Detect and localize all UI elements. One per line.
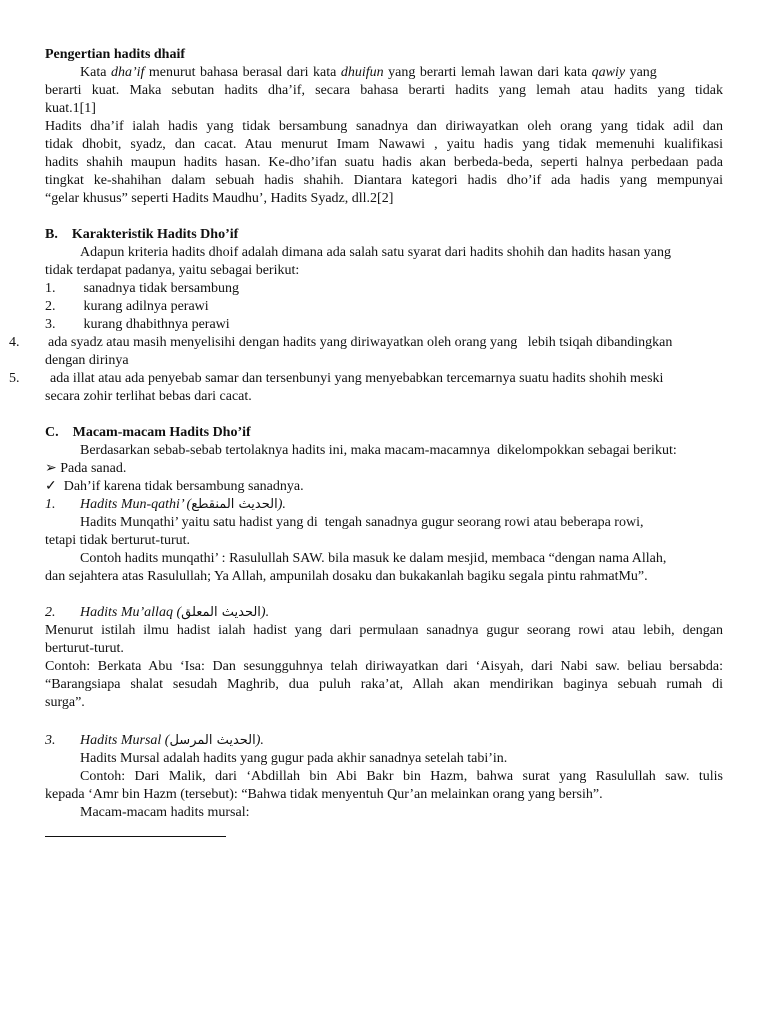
mursal-line-3: kepada ‘Amr bin Hazm (tersebut): “Bahwa tidak menyentuh Qur’an melainkan orang yang bersih”.: [45, 787, 603, 802]
text-run: ).: [255, 733, 264, 748]
muallaq-line-3: Contoh: Berkata Abu ‘Isa: Dan sesungguhnya telah diriwayatkan dari ‘Aisyah, dari Nabi saw. beliau bersabda:: [45, 659, 723, 674]
italic-term: qawiy: [591, 65, 626, 80]
arabic-term: الحديث المرسل: [169, 733, 256, 748]
arabic-term: الحديث المنقطع: [191, 497, 278, 512]
criteria-item-4-text: ada syadz atau masih menyelisihi dengan hadits yang diriwayatkan oleh orang yang lebih tsiqah dibandingkan: [48, 335, 673, 350]
text-run: 1. Hadits Mun-qathi’ (: [45, 497, 192, 512]
criteria-item-4-number: 4.: [9, 335, 20, 350]
text-run: ).: [260, 605, 270, 620]
munqathi-line-2: tetapi tidak berturut-turut.: [45, 533, 191, 548]
muallaq-line-4: “Barangsiapa shalat sesudah Maghrib, dua puluh raka’at, Allah akan mendirikan baginya sebuah rumah di: [45, 677, 723, 692]
criteria-item-4-cont: dengan dirinya: [45, 353, 129, 368]
section-c-heading: C. Macam-macam Hadits Dho’if: [45, 425, 251, 440]
hadits-munqathi-heading: [45, 496, 723, 514]
criteria-item-5-cont: secara zohir terlihat bebas dari cacat.: [45, 389, 252, 404]
mursal-line-1: Hadits Mursal adalah hadits yang gugur pada akhir sanadnya setelah tabi’in.: [80, 751, 508, 766]
criteria-item-2: 2. kurang adilnya perawi: [45, 299, 209, 314]
criteria-item-1: 1. sanadnya tidak bersambung: [45, 281, 240, 296]
definition-line-3: hadits shahih maupun hadits hasan. Ke-dho’ifan suatu hadis akan berbeda-beda, seperti halnya perbedaan pada: [45, 155, 723, 170]
munqathi-line-4: dan sejahtera atas Rasulullah; Ya Allah, ampunilah dosaku dan bukakanlah bagiku segala pintu rahmatMu”.: [45, 569, 648, 584]
section-c-line-1: Berdasarkan sebab-sebab tertolaknya hadits ini, maka macam-macamnya dikelompokkan sebagai berikut:: [80, 443, 677, 458]
text-run: 2. Hadits Mu’allaq (: [45, 605, 182, 620]
bullet-pada-sanad: ➢ Pada sanad.: [45, 461, 127, 476]
definition-line-4: tingkat ke-shahihan dalam sebuah hadis shahih. Diantara kategori hadis dho’if ada hadis yang mempunyai: [45, 173, 723, 188]
intro-line-3: kuat.1[1]: [45, 101, 96, 116]
criteria-item-3: 3. kurang dhabithnya perawi: [45, 317, 230, 332]
arabic-term: الحديث المعلق: [181, 605, 261, 620]
intro-line-1: [45, 64, 723, 82]
text-run: ).: [277, 497, 286, 512]
footnote-separator: [45, 836, 226, 837]
check-dhaif-sanad: ✓ Dah’if karena tidak bersambung sanadnya.: [45, 479, 304, 494]
criteria-item-5-text: ada illat atau ada penyebab samar dan tersenbunyi yang menyebabkan tercemarnya suatu hadits shohih meski: [50, 371, 664, 386]
munqathi-line-3: Contoh hadits munqathi’ : Rasulullah SAW. bila masuk ke dalam mesjid, membaca “dengan nama Allah,: [80, 551, 667, 566]
muallaq-line-5: surga”.: [45, 695, 85, 710]
hadits-mursal-heading: [45, 732, 723, 750]
italic-term: dha’if: [110, 65, 145, 80]
criteria-item-5-number: 5.: [9, 371, 20, 386]
italic-term: dhuifun: [340, 65, 384, 80]
definition-line-2: tidak dhobit, syadz, dan cacat. Atau menurut Imam Nawawi , yaitu hadis yang tidak memenuhi kualifikasi: [45, 137, 723, 152]
section-b-line-2: tidak terdapat padanya, yaitu sebagai berikut:: [45, 263, 300, 278]
hadits-muallaq-heading: [45, 604, 723, 622]
munqathi-line-1: Hadits Munqathi’ yaitu satu hadist yang di tengah sanadnya gugur seorang rowi atau beberapa rowi,: [80, 515, 644, 530]
muallaq-line-1: Menurut istilah ilmu hadist ialah hadist yang dari permulaan sanadnya gugur seorang rowi atau lebih, dengan: [45, 623, 723, 638]
text-run: menurut bahasa berasal dari kata: [144, 65, 341, 80]
text-run: yang: [625, 65, 657, 80]
muallaq-line-2: berturut-turut.: [45, 641, 124, 656]
text-run: Kata: [80, 65, 111, 80]
definition-line-5: “gelar khusus” seperti Hadits Maudhu’, Hadits Syadz, dll.2[2]: [45, 191, 394, 206]
text-run: yang berarti lemah lawan dari kata: [383, 65, 592, 80]
definition-line-1: Hadits dha’if ialah hadis yang tidak bersambung sanadnya dan diriwayatkan oleh orang yang tidak adil dan: [45, 119, 723, 134]
text-run: 3. Hadits Mursal (: [45, 733, 170, 748]
mursal-line-2: Contoh: Dari Malik, dari ‘Abdillah bin Abi Bakr bin Hazm, bahwa surat yang Rasulullah saw. tulis: [80, 769, 723, 784]
intro-line-2: berarti kuat. Maka sebutan hadits dha’if, secara bahasa berarti hadits yang lemah atau hadits yang tidak: [45, 83, 723, 98]
mursal-line-4: Macam-macam hadits mursal:: [80, 805, 250, 820]
section-b-line-1: Adapun kriteria hadits dhoif adalah dimana ada salah satu syarat dari hadits shohih dan hadits hasan yang: [80, 245, 671, 260]
section-b-heading: B. Karakteristik Hadits Dho’if: [45, 227, 239, 242]
page-title: Pengertian hadits dhaif: [45, 47, 186, 62]
